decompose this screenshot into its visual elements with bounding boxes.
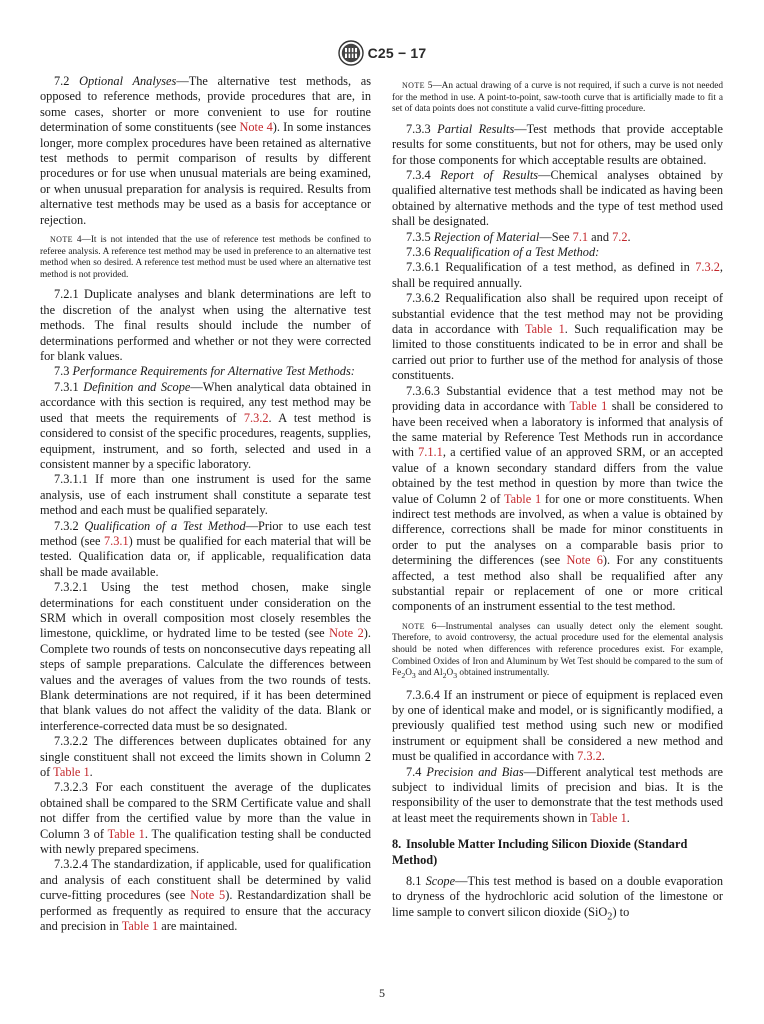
cross-reference-link[interactable]: Table 1: [53, 765, 90, 780]
page-header: [0, 40, 764, 66]
note-paragraph: NOTE 6—Instrumental analyses can usually detect only the element sought. Therefore, to avoid controversy, the actual procedure used for the elemental analysis should be noted when differences with reference procedures exist. For example, Combined Oxides of Iron and Aluminum by Wet Test should be compared to the sum of $Fe_2O_3$ and $Al_2O_3$ obtained instrumentally.: [392, 621, 723, 681]
page-number: 5: [379, 986, 385, 1000]
standard-designation: C25 − 17: [367, 45, 427, 61]
section-heading: [392, 837, 723, 868]
body-paragraph: 7.2 Optional Analyses—The alternative test methods, as opposed to reference methods, provide procedures that are, in some cases, shorter or more convenient to use for routine determination of some constituents (see Note 4). In some instances longer, more complex procedures have been retained as alternative test methods to permit comparison of results by different procedures or for use when unusual materials are being examined, or when unusual preparation for analysis is required. Results from alternative test methods may be used as a basis for acceptance or rejection.: [40, 74, 372, 227]
right-column: [392, 74, 723, 925]
body-paragraph: 7.2.1 Duplicate analyses and blank determinations are left to the discretion of the analyst when using the alternative test methods. The final results should include the number of determinations performed and whether or not they were corrected for blank values.: [40, 287, 371, 364]
cross-reference-link[interactable]: Table 1: [590, 810, 627, 825]
cross-reference-link[interactable]: 7.1.1: [418, 445, 443, 460]
cross-reference-link[interactable]: 7.1: [572, 229, 589, 244]
cross-reference-link[interactable]: Table 1: [503, 491, 542, 506]
body-paragraph: 7.3.6.4 If an instrument or piece of equipment is replaced even by one of identical make and model, or is significantly modified, a previously qualified test method using such new or modified instrument or equipment shall be considered a new method and must be qualified in accordance with 7.3.2.: [392, 687, 723, 764]
cross-reference-link[interactable]: Table 1: [107, 826, 145, 841]
body-paragraph: 7.3.2.3 For each constituent the average of the duplicates obtained shall be compared to the SRM Certificate value and shall not differ from the certified value by more than the value in Column 3 of Table 1. The qualification testing shall be conducted with newly prepared specimens.: [40, 780, 371, 857]
left-column: [40, 74, 371, 935]
cross-reference-link[interactable]: 7.3.2: [577, 749, 602, 764]
note-paragraph: NOTE 4—It is not intended that the use of reference test methods be confined to referee analysis. A reference test method may be used in preference to an alternative test method when so desired. A reference test method must be used where an alternative test method is not provided.: [40, 235, 371, 280]
body-paragraph: 7.3.1 Definition and Scope—When analytical data obtained in accordance with this section is required, any test method may be used that meets the requirements of 7.3.2. A test method is considered to consist of the specific procedures, reagents, supplies, equipment, instrument, and so forth, selected and used in a consistent manner by a specific laboratory.: [40, 379, 371, 471]
section-number: 8.: [392, 837, 402, 852]
cross-reference-link[interactable]: Note 2: [329, 626, 364, 641]
body-paragraph: 7.3.4 Report of Results—Chemical analyses obtained by qualified alternative test methods shall be indicated as having been obtained by alternative methods and the type of test method used shall be designated.: [392, 168, 723, 229]
body-paragraph: 7.4 Precision and Bias—Different analytical test methods are subject to individual limits of precision and bias. It is the responsibility of the user to demonstrate that the test methods used at least meet the requirements shown in Table 1.: [392, 764, 724, 825]
body-paragraph: 7.3.1.1 If more than one instrument is used for the same analysis, use of each instrument shall constitute a separate test method and each must be qualified separately.: [40, 472, 371, 518]
cross-reference-link[interactable]: Table 1: [524, 322, 565, 337]
body-paragraph: 7.3.6.2 Requalification also shall be required upon receipt of substantial evidence that the test method may not be providing data in accordance with Table 1. Such requalification may be limited to those constituents indicated to be in error and shall be carried out prior to further use of the method for analysis of those constituents.: [392, 291, 724, 383]
body-paragraph: 7.3.2.4 The standardization, if applicable, used for qualification and analysis of each constituent shall be determined by valid curve-fitting procedures (see Note 5). Restandardization shall be performed as frequently as required to ensure that the accuracy and precision in Table 1 are maintained.: [40, 857, 371, 934]
body-paragraph: 7.3.6.1 Requalification of a test method, as defined in 7.3.2, shall be required annually.: [392, 260, 723, 290]
body-paragraph: 7.3.3 Partial Results—Test methods that provide acceptable results for some constituents, but not for others, may be used only for those components for which acceptable results are obtained.: [392, 121, 723, 167]
cross-reference-link[interactable]: Note 6: [566, 553, 603, 568]
body-paragraph: 7.3.6.3 Substantial evidence that a test method may not be providing data in accordance with Table 1 shall be considered to have been received when a laboratory is informed that analysis of the same material by Reference Test Methods run in accordance with 7.1.1, a certified value of an approved SRM, or an accepted value of a known secondary standard differs from the value obtained by the test method in question by more than twice the value of Column 2 of Table 1 for one or more constituents. When indirect test methods are involved, as when a value is obtained by difference, corrections shall be made for minor constituents in order to put the analyses on a comparable basis prior to determining the differences (see Note 6). For any constituents affected, a test method also shall be requalified after any substantial repair or replacement of one or more critical components of an instrument essential to the test method.: [392, 383, 724, 614]
astm-logo-icon: [338, 40, 364, 66]
cross-reference-link[interactable]: Note 5: [190, 888, 226, 903]
cross-reference-link[interactable]: 7.2: [612, 229, 628, 244]
cross-reference-link[interactable]: 7.3.2: [243, 410, 269, 425]
body-paragraph: 7.3.2.1 Using the test method chosen, make single determinations for each constituent under consideration on the SRM which in overall composition most closely resembles the limestone, quicklime, or hydrated lime to be tested (see Note 2). Complete two rounds of tests on nonconsecutive days repeating all steps of sample preparations. Calculate the differences between values and the averages of values from the two rounds of tests. Blank determinations are not required, if it has been determined that blank values do not affect the validity of the data. Blank or interference-corrected data must be so designated.: [40, 580, 371, 733]
body-paragraph: 7.3.5 Rejection of Material—See 7.1 and 7.2.: [406, 229, 631, 244]
body-paragraph: 7.3.6 Requalification of a Test Method:: [406, 245, 600, 260]
body-paragraph: 7.3.2 Qualification of a Test Method—Prior to use each test method (see 7.3.1) must be qualified for each material that will be tested. Qualification data or, if applicable, requalification data shall be made available.: [40, 518, 371, 579]
cross-reference-link[interactable]: 7.3.2: [695, 260, 720, 275]
cross-reference-link[interactable]: Note 4: [239, 120, 273, 135]
body-paragraph: 8.1 Scope—This test method is based on a double evaporation to dryness of the hydrochloric acid solution of the limestone or lime sample to convert silicon dioxide (SiO$_2$) to: [392, 874, 723, 923]
cross-reference-link[interactable]: 7.3.1: [103, 533, 129, 548]
cross-reference-link[interactable]: Table 1: [569, 399, 608, 414]
cross-reference-link[interactable]: Table 1: [121, 919, 159, 934]
body-paragraph: 7.3 Performance Requirements for Alternative Test Methods:: [54, 364, 355, 379]
body-paragraph: 7.3.2.2 The differences between duplicates obtained for any single constituent shall not exceed the limits shown in Column 2 of Table 1.: [40, 734, 371, 780]
section-title: Insoluble Matter Including Silicon Dioxide (Standard Method): [392, 837, 688, 867]
note-paragraph: NOTE 5—An actual drawing of a curve is not required, if such a curve is not needed for the method in use. A point-to-point, saw-tooth curve that is artificially made to fit a set of data points does not constitute a valid curve-fitting procedure.: [392, 81, 723, 115]
